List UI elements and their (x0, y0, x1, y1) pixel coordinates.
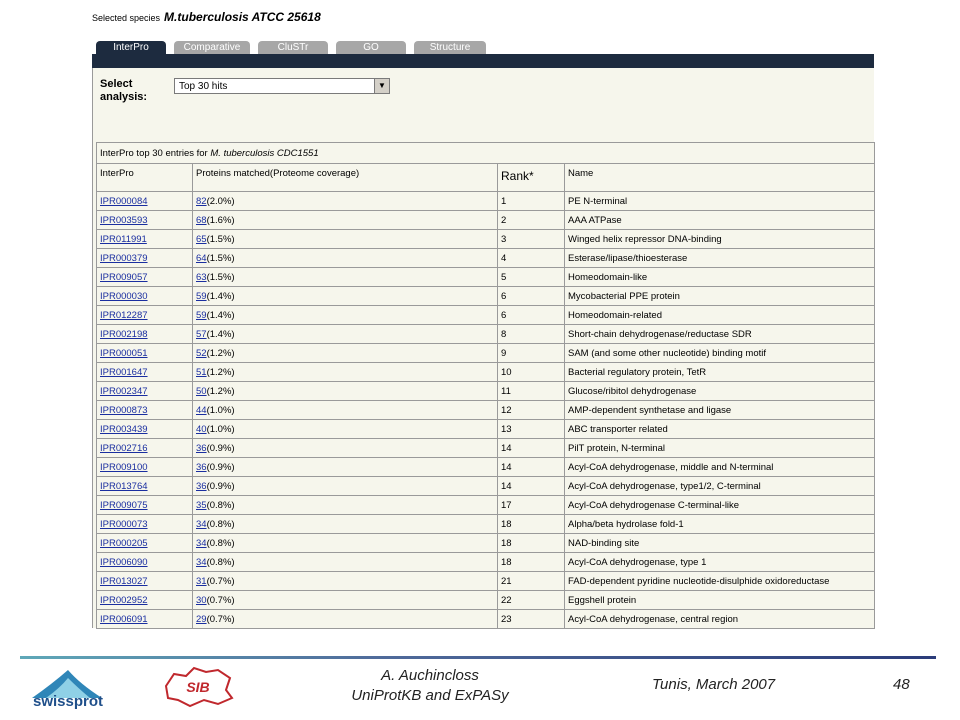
select-analysis-label (100, 78, 147, 104)
column-header-name: Name (565, 164, 875, 192)
selected-species-label: Selected species (92, 13, 161, 23)
protein-count-link[interactable]: 36 (196, 480, 207, 492)
tab-go[interactable]: GO (336, 41, 406, 54)
entry-name-cell: PE N-terminal (565, 192, 875, 211)
rank-cell: 18 (498, 553, 565, 572)
table-row (97, 401, 875, 420)
proteins-matched-cell (193, 325, 498, 344)
protein-count-link[interactable]: 51 (196, 366, 207, 378)
interpro-id-cell (97, 401, 193, 420)
proteome-coverage: (0.7%) (206, 594, 235, 606)
entry-name-cell: AMP-dependent synthetase and ligase (565, 401, 875, 420)
swissprot-logo-text: swissprot (32, 693, 104, 710)
proteins-matched-cell (193, 553, 498, 572)
footer-author-affiliation: UniProtKB and ExPASy (351, 687, 509, 704)
selected-species (92, 10, 321, 28)
interpro-id-cell (97, 477, 193, 496)
rank-cell: 9 (498, 344, 565, 363)
table-row (97, 553, 875, 572)
protein-count-link[interactable]: 34 (196, 556, 207, 568)
interpro-id-link[interactable]: IPR009100 (100, 461, 148, 473)
proteome-coverage: (0.8%) (206, 499, 235, 511)
proteins-matched-cell (193, 192, 498, 211)
proteome-coverage: (1.5%) (206, 252, 235, 264)
proteins-matched-cell (193, 458, 498, 477)
proteins-matched-cell (193, 534, 498, 553)
rank-cell: 14 (498, 458, 565, 477)
table-row (97, 249, 875, 268)
entry-name-cell: NAD-binding site (565, 534, 875, 553)
proteome-coverage: (2.0%) (206, 195, 235, 207)
tab-clustr[interactable]: CluSTr (258, 41, 328, 54)
table-caption-prefix: InterPro top 30 entries for (100, 147, 211, 159)
entry-name-cell: Homeodomain-related (565, 306, 875, 325)
table-row (97, 515, 875, 534)
rank-cell: 14 (498, 477, 565, 496)
rank-cell: 18 (498, 515, 565, 534)
interpro-id-link[interactable]: IPR002952 (100, 594, 148, 606)
entry-name-cell: Acyl-CoA dehydrogenase, type1/2, C-terminal (565, 477, 875, 496)
interpro-id-cell (97, 382, 193, 401)
table-row (97, 610, 875, 629)
proteins-matched-cell (193, 306, 498, 325)
footer-author-name: A. Auchincloss (381, 667, 479, 684)
table-caption (97, 143, 875, 164)
interpro-id-link[interactable]: IPR002347 (100, 385, 148, 397)
proteins-matched-cell (193, 230, 498, 249)
interpro-id-link[interactable]: IPR000379 (100, 252, 148, 264)
proteome-coverage: (0.9%) (206, 480, 235, 492)
protein-count-link[interactable]: 40 (196, 423, 207, 435)
interpro-id-link[interactable]: IPR000073 (100, 518, 148, 530)
sib-logo-text: SIB (186, 679, 210, 695)
column-header-proteins: Proteins matched(Proteome coverage) (193, 164, 498, 192)
analysis-select[interactable] (174, 78, 390, 94)
protein-count-link[interactable]: 34 (196, 537, 207, 549)
proteins-matched-cell (193, 420, 498, 439)
protein-count-link[interactable]: 31 (196, 575, 207, 587)
table-row (97, 268, 875, 287)
proteins-matched-cell (193, 344, 498, 363)
interpro-id-link[interactable]: IPR001647 (100, 366, 148, 378)
proteome-coverage: (1.0%) (206, 423, 235, 435)
table-row (97, 439, 875, 458)
entry-name-cell: ABC transporter related (565, 420, 875, 439)
table-row (97, 230, 875, 249)
interpro-id-link[interactable]: IPR006091 (100, 613, 148, 625)
interpro-id-cell (97, 534, 193, 553)
interpro-id-link[interactable]: IPR000873 (100, 404, 148, 416)
interpro-id-link[interactable]: IPR002198 (100, 328, 148, 340)
interpro-id-link[interactable]: IPR009075 (100, 499, 148, 511)
interpro-id-cell (97, 496, 193, 515)
interpro-id-link[interactable]: IPR002716 (100, 442, 148, 454)
interpro-id-cell (97, 515, 193, 534)
interpro-id-cell (97, 553, 193, 572)
interpro-id-link[interactable]: IPR009057 (100, 271, 148, 283)
footer-divider (20, 656, 936, 659)
entry-name-cell: Glucose/ribitol dehydrogenase (565, 382, 875, 401)
rank-cell: 8 (498, 325, 565, 344)
rank-cell: 17 (498, 496, 565, 515)
table-row (97, 325, 875, 344)
table-row (97, 192, 875, 211)
rank-cell: 14 (498, 439, 565, 458)
proteome-coverage: (1.5%) (206, 233, 235, 245)
table-row (97, 344, 875, 363)
interpro-id-link[interactable]: IPR011991 (100, 233, 147, 245)
rank-cell: 1 (498, 192, 565, 211)
protein-count-link[interactable]: 52 (196, 347, 207, 359)
proteins-matched-cell (193, 249, 498, 268)
interpro-id-link[interactable]: IPR003439 (100, 423, 148, 435)
tab-panel-header (92, 54, 874, 68)
proteome-coverage: (0.7%) (206, 613, 235, 625)
interpro-id-cell (97, 211, 193, 230)
interpro-id-cell (97, 439, 193, 458)
swissprot-logo (22, 666, 114, 712)
table-row (97, 458, 875, 477)
proteins-matched-cell (193, 572, 498, 591)
interpro-id-cell (97, 458, 193, 477)
rank-cell: 18 (498, 534, 565, 553)
rank-cell: 22 (498, 591, 565, 610)
entry-name-cell: Bacterial regulatory protein, TetR (565, 363, 875, 382)
tab-interpro[interactable]: InterPro (96, 41, 166, 54)
protein-count-link[interactable]: 50 (196, 385, 207, 397)
interpro-id-link[interactable]: IPR000051 (100, 347, 148, 359)
protein-count-link[interactable]: 36 (196, 461, 207, 473)
interpro-id-link[interactable]: IPR003593 (100, 214, 148, 226)
interpro-id-cell (97, 287, 193, 306)
interpro-id-link[interactable]: IPR000084 (100, 195, 148, 207)
table-row (97, 363, 875, 382)
protein-count-link[interactable]: 36 (196, 442, 207, 454)
rank-cell: 2 (498, 211, 565, 230)
rank-cell: 6 (498, 287, 565, 306)
table-row (97, 534, 875, 553)
protein-count-link[interactable]: 64 (196, 252, 207, 264)
proteins-matched-cell (193, 591, 498, 610)
interpro-id-link[interactable]: IPR000030 (100, 290, 148, 302)
entry-name-cell: Homeodomain-like (565, 268, 875, 287)
entry-name-cell: Acyl-CoA dehydrogenase, central region (565, 610, 875, 629)
selected-species-value: M.tuberculosis ATCC 25618 (164, 10, 321, 24)
entry-name-cell: Acyl-CoA dehydrogenase, type 1 (565, 553, 875, 572)
proteome-coverage: (1.5%) (206, 271, 235, 283)
table-caption-species: M. tuberculosis CDC1551 (210, 147, 319, 159)
footer-author (330, 666, 530, 706)
protein-count-link[interactable]: 57 (196, 328, 207, 340)
proteins-matched-cell (193, 401, 498, 420)
proteome-coverage: (1.4%) (206, 309, 235, 321)
proteome-coverage: (0.7%) (206, 575, 235, 587)
rank-cell: 5 (498, 268, 565, 287)
proteome-coverage: (1.0%) (206, 404, 235, 416)
proteins-matched-cell (193, 211, 498, 230)
proteins-matched-cell (193, 515, 498, 534)
analysis-select-value: Top 30 hits (179, 81, 228, 92)
protein-count-link[interactable]: 30 (196, 594, 207, 606)
entry-name-cell: Esterase/lipase/thioesterase (565, 249, 875, 268)
proteins-matched-cell (193, 287, 498, 306)
tab-comparative[interactable]: Comparative (174, 41, 250, 54)
interpro-id-cell (97, 344, 193, 363)
proteome-coverage: (0.8%) (206, 556, 235, 568)
protein-count-link[interactable]: 59 (196, 309, 207, 321)
rank-cell: 6 (498, 306, 565, 325)
interpro-id-cell (97, 610, 193, 629)
entry-name-cell: PilT protein, N-terminal (565, 439, 875, 458)
rank-cell: 4 (498, 249, 565, 268)
interpro-id-cell (97, 363, 193, 382)
tab-bar (96, 41, 494, 54)
entry-name-cell: Eggshell protein (565, 591, 875, 610)
entry-name-cell: FAD-dependent pyridine nucleotide-disulphide oxidoreductase (565, 572, 875, 591)
proteins-matched-cell (193, 610, 498, 629)
interpro-id-cell (97, 192, 193, 211)
interpro-results-table (96, 142, 874, 629)
proteome-coverage: (1.4%) (206, 290, 235, 302)
interpro-id-cell (97, 268, 193, 287)
page-number: 48 (893, 676, 910, 693)
proteome-coverage: (1.6%) (206, 214, 235, 226)
protein-count-link[interactable]: 68 (196, 214, 207, 226)
rank-cell: 13 (498, 420, 565, 439)
interpro-id-link[interactable]: IPR012287 (100, 309, 148, 321)
interpro-id-cell (97, 325, 193, 344)
footer-event: Tunis, March 2007 (652, 676, 776, 693)
table-body (97, 192, 875, 629)
protein-count-link[interactable]: 35 (196, 499, 207, 511)
interpro-id-link[interactable]: IPR000205 (100, 537, 148, 549)
entry-name-cell: SAM (and some other nucleotide) binding motif (565, 344, 875, 363)
column-header-interpro: InterPro (97, 164, 193, 192)
entry-name-cell: Short-chain dehydrogenase/reductase SDR (565, 325, 875, 344)
table-row (97, 572, 875, 591)
interpro-id-cell (97, 230, 193, 249)
rank-cell: 12 (498, 401, 565, 420)
table-row (97, 496, 875, 515)
protein-count-link[interactable]: 65 (196, 233, 207, 245)
proteome-coverage: (1.4%) (206, 328, 235, 340)
column-header-rank[interactable]: Rank* (498, 164, 565, 192)
entry-name-cell: Acyl-CoA dehydrogenase C-terminal-like (565, 496, 875, 515)
interpro-id-cell (97, 572, 193, 591)
select-analysis-label-line2: analysis: (100, 91, 148, 103)
entry-name-cell: AAA ATPase (565, 211, 875, 230)
tab-structure[interactable]: Structure (414, 41, 486, 54)
table-row (97, 591, 875, 610)
proteome-coverage: (0.8%) (206, 518, 235, 530)
proteome-coverage: (0.9%) (206, 442, 235, 454)
interpro-id-cell (97, 249, 193, 268)
interpro-id-link[interactable]: IPR013027 (100, 575, 148, 587)
rank-cell: 10 (498, 363, 565, 382)
interpro-id-cell (97, 420, 193, 439)
interpro-id-cell (97, 591, 193, 610)
entry-name-cell: Alpha/beta hydrolase fold-1 (565, 515, 875, 534)
proteins-matched-cell (193, 439, 498, 458)
table-row (97, 287, 875, 306)
table-row (97, 211, 875, 230)
sib-logo (160, 664, 236, 710)
select-analysis-label-line1: Select (100, 78, 133, 90)
proteins-matched-cell (193, 477, 498, 496)
proteome-coverage: (1.2%) (206, 347, 235, 359)
table-row (97, 420, 875, 439)
proteins-matched-cell (193, 496, 498, 515)
protein-count-link[interactable]: 34 (196, 518, 207, 530)
interpro-id-cell (97, 306, 193, 325)
interpro-id-link[interactable]: IPR013764 (100, 480, 148, 492)
chevron-down-icon[interactable]: ▼ (374, 79, 389, 93)
table-row (97, 477, 875, 496)
proteome-coverage: (0.9%) (206, 461, 235, 473)
proteome-coverage: (0.8%) (206, 537, 235, 549)
protein-count-link[interactable]: 59 (196, 290, 207, 302)
table-row (97, 382, 875, 401)
proteins-matched-cell (193, 382, 498, 401)
table-row (97, 306, 875, 325)
interpro-id-link[interactable]: IPR006090 (100, 556, 148, 568)
proteins-matched-cell (193, 363, 498, 382)
proteins-matched-cell (193, 268, 498, 287)
entry-name-cell: Winged helix repressor DNA-binding (565, 230, 875, 249)
rank-cell: 3 (498, 230, 565, 249)
entry-name-cell: Mycobacterial PPE protein (565, 287, 875, 306)
rank-cell: 11 (498, 382, 565, 401)
entry-name-cell: Acyl-CoA dehydrogenase, middle and N-terminal (565, 458, 875, 477)
protein-count-link[interactable]: 82 (196, 195, 207, 207)
proteome-coverage: (1.2%) (206, 385, 235, 397)
rank-cell: 23 (498, 610, 565, 629)
protein-count-link[interactable]: 63 (196, 271, 207, 283)
protein-count-link[interactable]: 44 (196, 404, 207, 416)
rank-cell: 21 (498, 572, 565, 591)
proteome-coverage: (1.2%) (206, 366, 235, 378)
protein-count-link[interactable]: 29 (196, 613, 207, 625)
